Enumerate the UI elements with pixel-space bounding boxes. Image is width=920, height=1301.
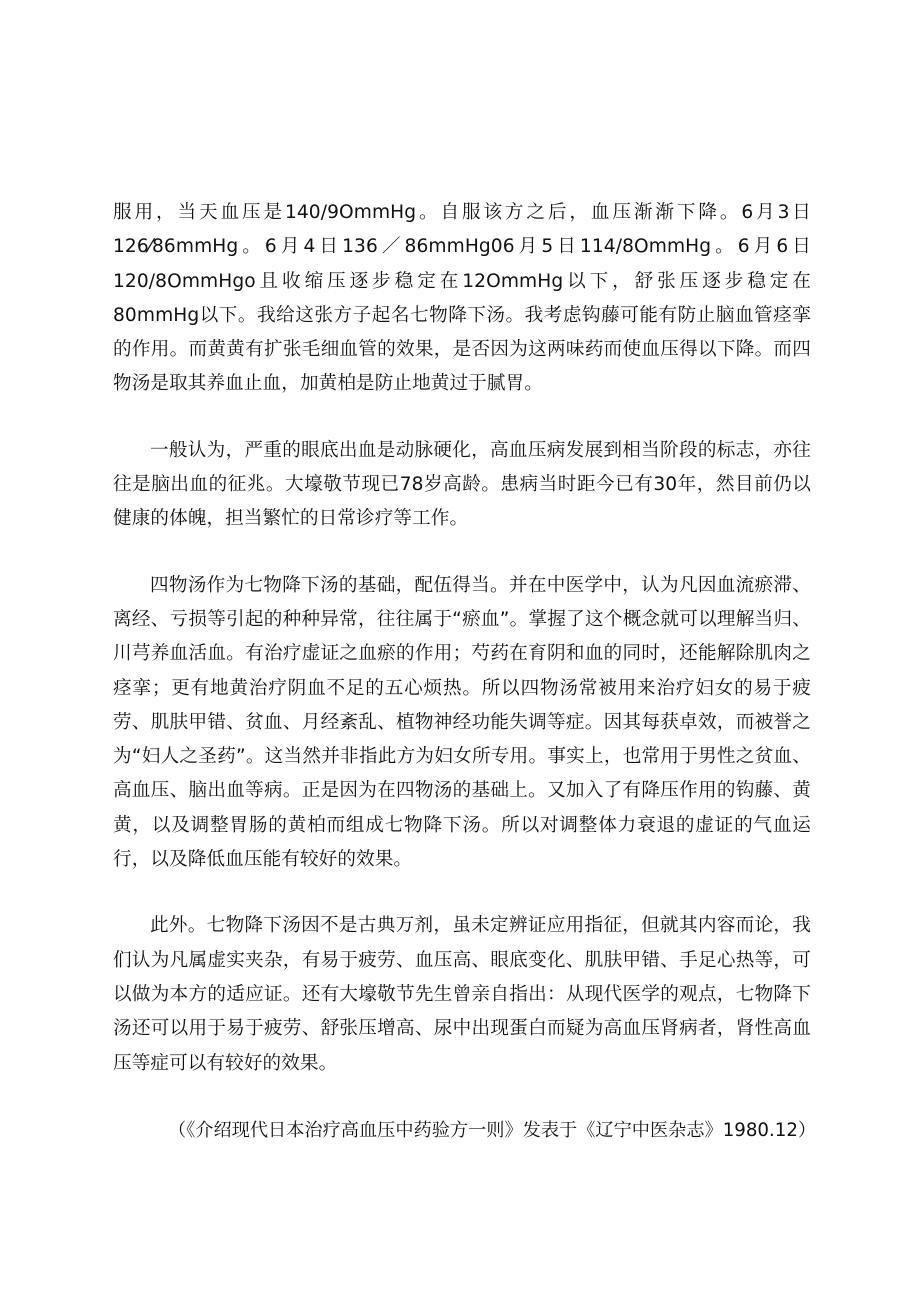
paragraph-fundus-hemorrhage: 一般认为，严重的眼底出血是动脉硬化，高血压病发展到相当阶段的标志，亦往往是脑出血的征兆。大壕敬节现已78岁高龄。患病当时距今已有30年，然目前仍以健康的体魄，担当繁忙的日常诊疗等工作。 bbox=[113, 439, 811, 530]
citation-line: （《介绍现代日本治疗高血压中药验方一则》发表于《辽宁中医杂志》1980.12） bbox=[168, 1119, 817, 1141]
paragraph-indications: 此外。七物降下汤因不是古典万剂，虽未定辨证应用指征，但就其内容而论，我们认为凡属虚实夹杂，有易于疲劳、血压高、眼底变化、肌肤甲错、手足心热等，可以做为本方的适应证。还有大壕敬节先生曾亲自指出：从现代医学的观点，七物降下汤还可以用于易于疲劳、舒张压增高、尿中出现蛋白而疑为高血压肾病者，肾性高血压等症可以有较好的效果。 bbox=[113, 915, 811, 1074]
paragraph-blood-pressure-record: 服用，当天血压是140/9OmmHg。自服该方之后，血压渐渐下降。6月3日126⁄86mmHg。6月4日136／86mmHg06月5日114/8ΟmmHg。6月6日120/8ΟmmHgo且收缩压逐步稳定在12OmmHg以下，舒张压逐步稳定在80mmHg以下。我给这张方子起名七物降下汤。我考虑钩藤可能有防止脑血管痉挛的作用。而黄黄有扩张毛细血管的效果，是否因为这两味药而使血压得以下降。而四物汤是取其养血止血，加黄柏是防止地黄过于腻胃。 bbox=[113, 202, 811, 395]
document-body bbox=[113, 196, 817, 1148]
paragraph-siwu-decoction: 四物汤作为七物降下汤的基础，配伍得当。并在中医学中，认为凡因血流瘀滞、离经、亏损等引起的种种异常，往往属于“瘀血”。掌握了这个概念就可以理解当归、川芎养血活血。有治疗虚证之血瘀的作用；芍药在育阴和血的同时，还能解除肌肉之痉挛；更有地黄治疗阴血不足的五心烦热。所以四物汤常被用来治疗妇女的易于疲劳、肌肤甲错、贫血、月经紊乱、植物神经功能失调等症。因其每获卓效，而被誉之为“妇人之圣药”。这当然并非指此方为妇女所专用。事实上，也常用于男性之贫血、高血压、脑出血等病。正是因为在四物汤的基础上。又加入了有降压作用的钩藤、黄黄，以及调整胃肠的黄柏而组成七物降下汤。所以对调整体力衰退的虚证的气血运行，以及降低血压能有较好的效果。 bbox=[113, 574, 811, 871]
